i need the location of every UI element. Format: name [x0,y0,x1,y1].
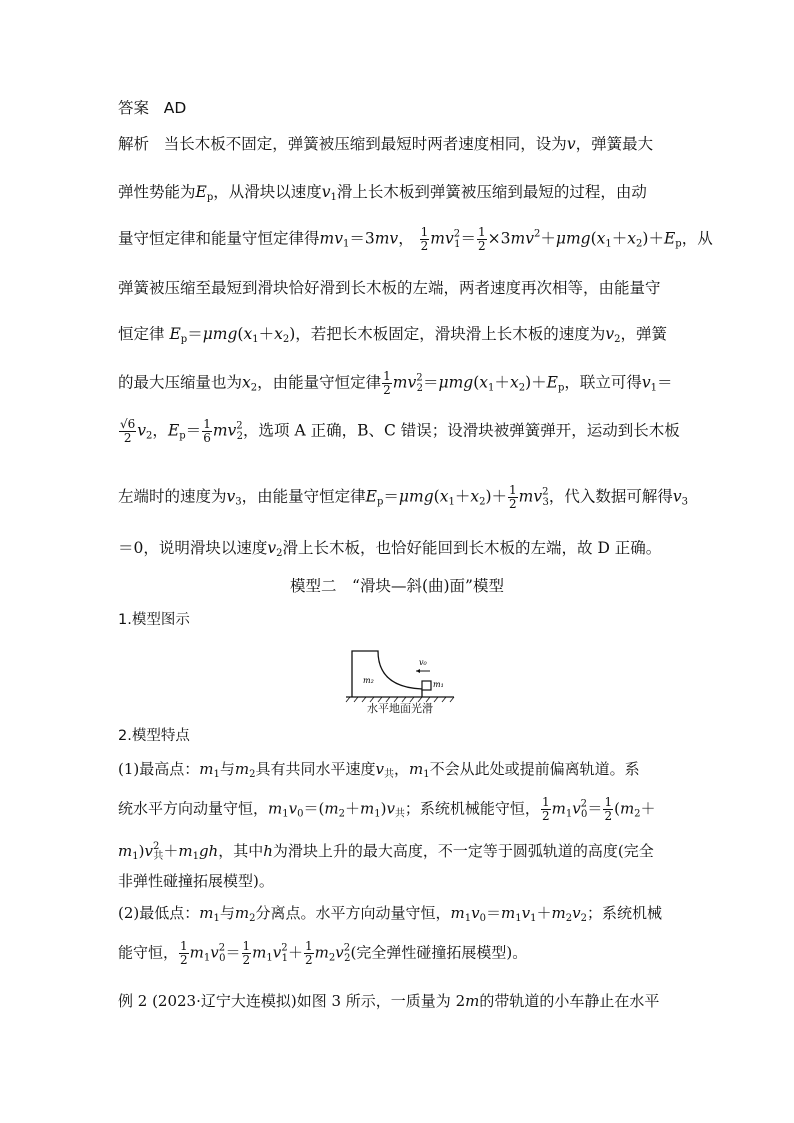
fraction: $\frac{1}{2}$ [383,369,391,397]
curved-track [352,651,422,697]
analysis-line-8: 左端时的速度为$v_3$，由能量守恒定律$E_p=\mu mg(x_1+x_2)+$ $\frac{1}{2}$ $mv^2_3$，代入数据可解得$v_3$ [118,483,689,511]
text: ，从 [681,229,713,248]
text: ，由能量守恒定律 [257,373,382,392]
text: 弹性势能为 [118,183,196,201]
fraction: $\frac{1}{2}$ [305,939,313,967]
text: 与 [219,760,235,778]
fraction: $\frac{1}{2}$ [420,225,429,253]
heading-model-features: 2.模型特点 [118,728,190,744]
text: (1)最高点： [118,760,200,778]
text: 分离点。水平方向动量守恒， [255,904,451,922]
analysis-line-2: 弹性势能为$E_p$，从滑块以速度$v_1$滑上长木板到弹簧被压缩到最短的过程，由动 [118,183,647,203]
answer-line [118,96,186,118]
text: ，选项 A 正确，B、C 错误；设滑块被弹簧弹开，运动到长木板 [243,421,680,440]
label-m1: m₁ [433,680,444,689]
text: 当长木板不固定，弹簧被压缩到最短时两者速度相同，设为 [163,135,567,153]
text: 的最大压缩量也为 [118,373,243,392]
text: 统水平方向动量守恒， [118,799,269,818]
feature-line-1: (1)最高点：$m_1$与$m_2$具有共同水平速度$v_共$，$m_1$不会从此处或提前偏离轨道。系 [118,760,640,780]
text: 为滑块上升的最大高度，不一定等于圆弧轨道的高度(完全 [272,842,654,860]
text: 量守恒定律和能量守恒定律得 [118,229,320,248]
feature-line-3: $m_1)v^2_共+m_1gh$，其中h为滑块上升的最大高度，不一定等于圆弧轨道的高度(完全 [118,841,654,862]
section-title: 模型二 “滑块—斜(曲)面”模型 [290,577,504,595]
analysis-line-5: 恒定律 $E_p=\mu mg(x_1+x_2)$，若把长木板固定，滑块滑上长木板的速度为$v_2$，弹簧 [118,325,667,345]
fraction: $\frac{1}{2}$ [509,483,517,511]
answer-value: AD [163,99,187,117]
analysis-label: 解析 [118,135,150,153]
text: ， [393,760,409,778]
arrow-head [416,669,420,673]
fraction: $\frac{1}{2}$ [541,795,550,823]
text: 与 [219,904,235,922]
analysis-line-1: 解析 当长木板不固定，弹簧被压缩到最短时两者速度相同，设为v，弹簧最大 [118,135,654,153]
text: ＝0，说明滑块以速度 [118,539,268,557]
text: 不会从此处或提前偏离轨道。系 [429,760,640,778]
text: 的带轨道的小车静止在水平 [479,992,660,1010]
text: 能守恒， [118,943,179,962]
figure-caption: 水平地面光滑 [367,702,433,715]
feature-line-5: (2)最低点：$m_1$与$m_2$分离点。水平方向动量守恒，$m_1v_0=m_1v_1+m_2v_2$；系统机械 [118,904,662,924]
fraction: $\frac{1}{6}$ [203,417,211,445]
feature-line-4: 非弹性碰撞拓展模型)。 [118,872,274,890]
text: ；系统机械 [586,904,662,922]
label-v0: v₀ [419,658,427,667]
text: ，由能量守恒定律 [241,487,366,506]
example-line: 例 2 (2023·辽宁大连模拟)如图 3 所示，一质量为 2m的带轨道的小车静止在水平 [118,992,660,1010]
answer-label: 答案 [118,99,150,117]
analysis-line-9: ＝0，说明滑块以速度$v_2$滑上长木板，也恰好能回到长木板的左端，故 D 正确。 [118,539,662,559]
text: 滑上长木板到弹簧被压缩到最短的过程，由动 [336,183,647,201]
text: ，弹簧 [620,325,667,343]
text: 滑上长木板，也恰好能回到长木板的左端，故 D 正确。 [282,539,662,557]
text: 具有共同水平速度 [255,760,376,778]
block-m1 [422,681,431,690]
text: (完全弹性碰撞拓展模型)。 [350,943,528,962]
feature-line-2: 统水平方向动量守恒，$m_1v_0=(m_2+m_1)v_共$；系统机械能守恒， $\frac{1}{2}$ $m_1v^2_0=$ $\frac{1}{2}$ ($m_2+$ [118,795,656,823]
text: ，其中 [218,842,264,860]
text: 例 2 (2023·辽宁大连模拟)如图 3 所示，一质量为 2 [118,992,466,1010]
analysis-line-3: 量守恒定律和能量守恒定律得$mv_1=3mv$， $\frac{1}{2}$ $mv^2_1=$ $\frac{1}{2}$ $\times 3mv^2+\mu mg(x_1+x_2)+E_p$，从 [118,225,713,253]
text: ，代入数据可解得 [548,487,673,506]
analysis-line-7: $\frac{√6}{2}$ $v_2$，$E_p=$ $\frac{1}{6}$ $mv^2_2$，选项 A 正确，B、C 错误；设滑块被弹簧弹开，运动到长木板 [120,417,680,445]
fraction: $\frac{1}{2}$ [478,225,486,253]
analysis-line-6: 的最大压缩量也为$x_2$，由能量守恒定律 $\frac{1}{2}$ $mv^2_2=\mu mg(x_1+x_2)+E_p$，联立可得$v_1=$ [118,369,673,397]
text: 恒定律 [118,325,165,343]
heading-model-figure: 1.模型图示 [118,612,190,628]
fraction: $\frac{1}{2}$ [180,939,188,967]
fraction: $\frac{1}{2}$ [604,795,613,823]
label-m2: m₂ [363,676,374,685]
feature-line-6: 能守恒， $\frac{1}{2}$ $m_1v^2_0=$ $\frac{1}{2}$ $m_1v^2_1+$ $\frac{1}{2}$ $m_2v^2_2$(完全弹性碰撞拓展模型)。 [118,939,528,967]
analysis-line-4: 弹簧被压缩至最短到滑块恰好滑到长木板的左端，两者速度再次相等，由能量守 [118,279,661,297]
text: (2)最低点： [118,904,200,922]
text: ；系统机械能守恒， [404,799,540,818]
text: ，弹簧最大 [575,135,654,153]
text: ，从滑块以速度 [213,183,322,201]
fraction: $\frac{1}{2}$ [242,939,251,967]
fraction: $\frac{√6}{2}$ [120,417,136,445]
text: 左端时的速度为 [118,487,227,506]
text: ，若把长木板固定，滑块滑上长木板的速度为 [295,325,606,343]
text: ，联立可得 [564,373,642,392]
